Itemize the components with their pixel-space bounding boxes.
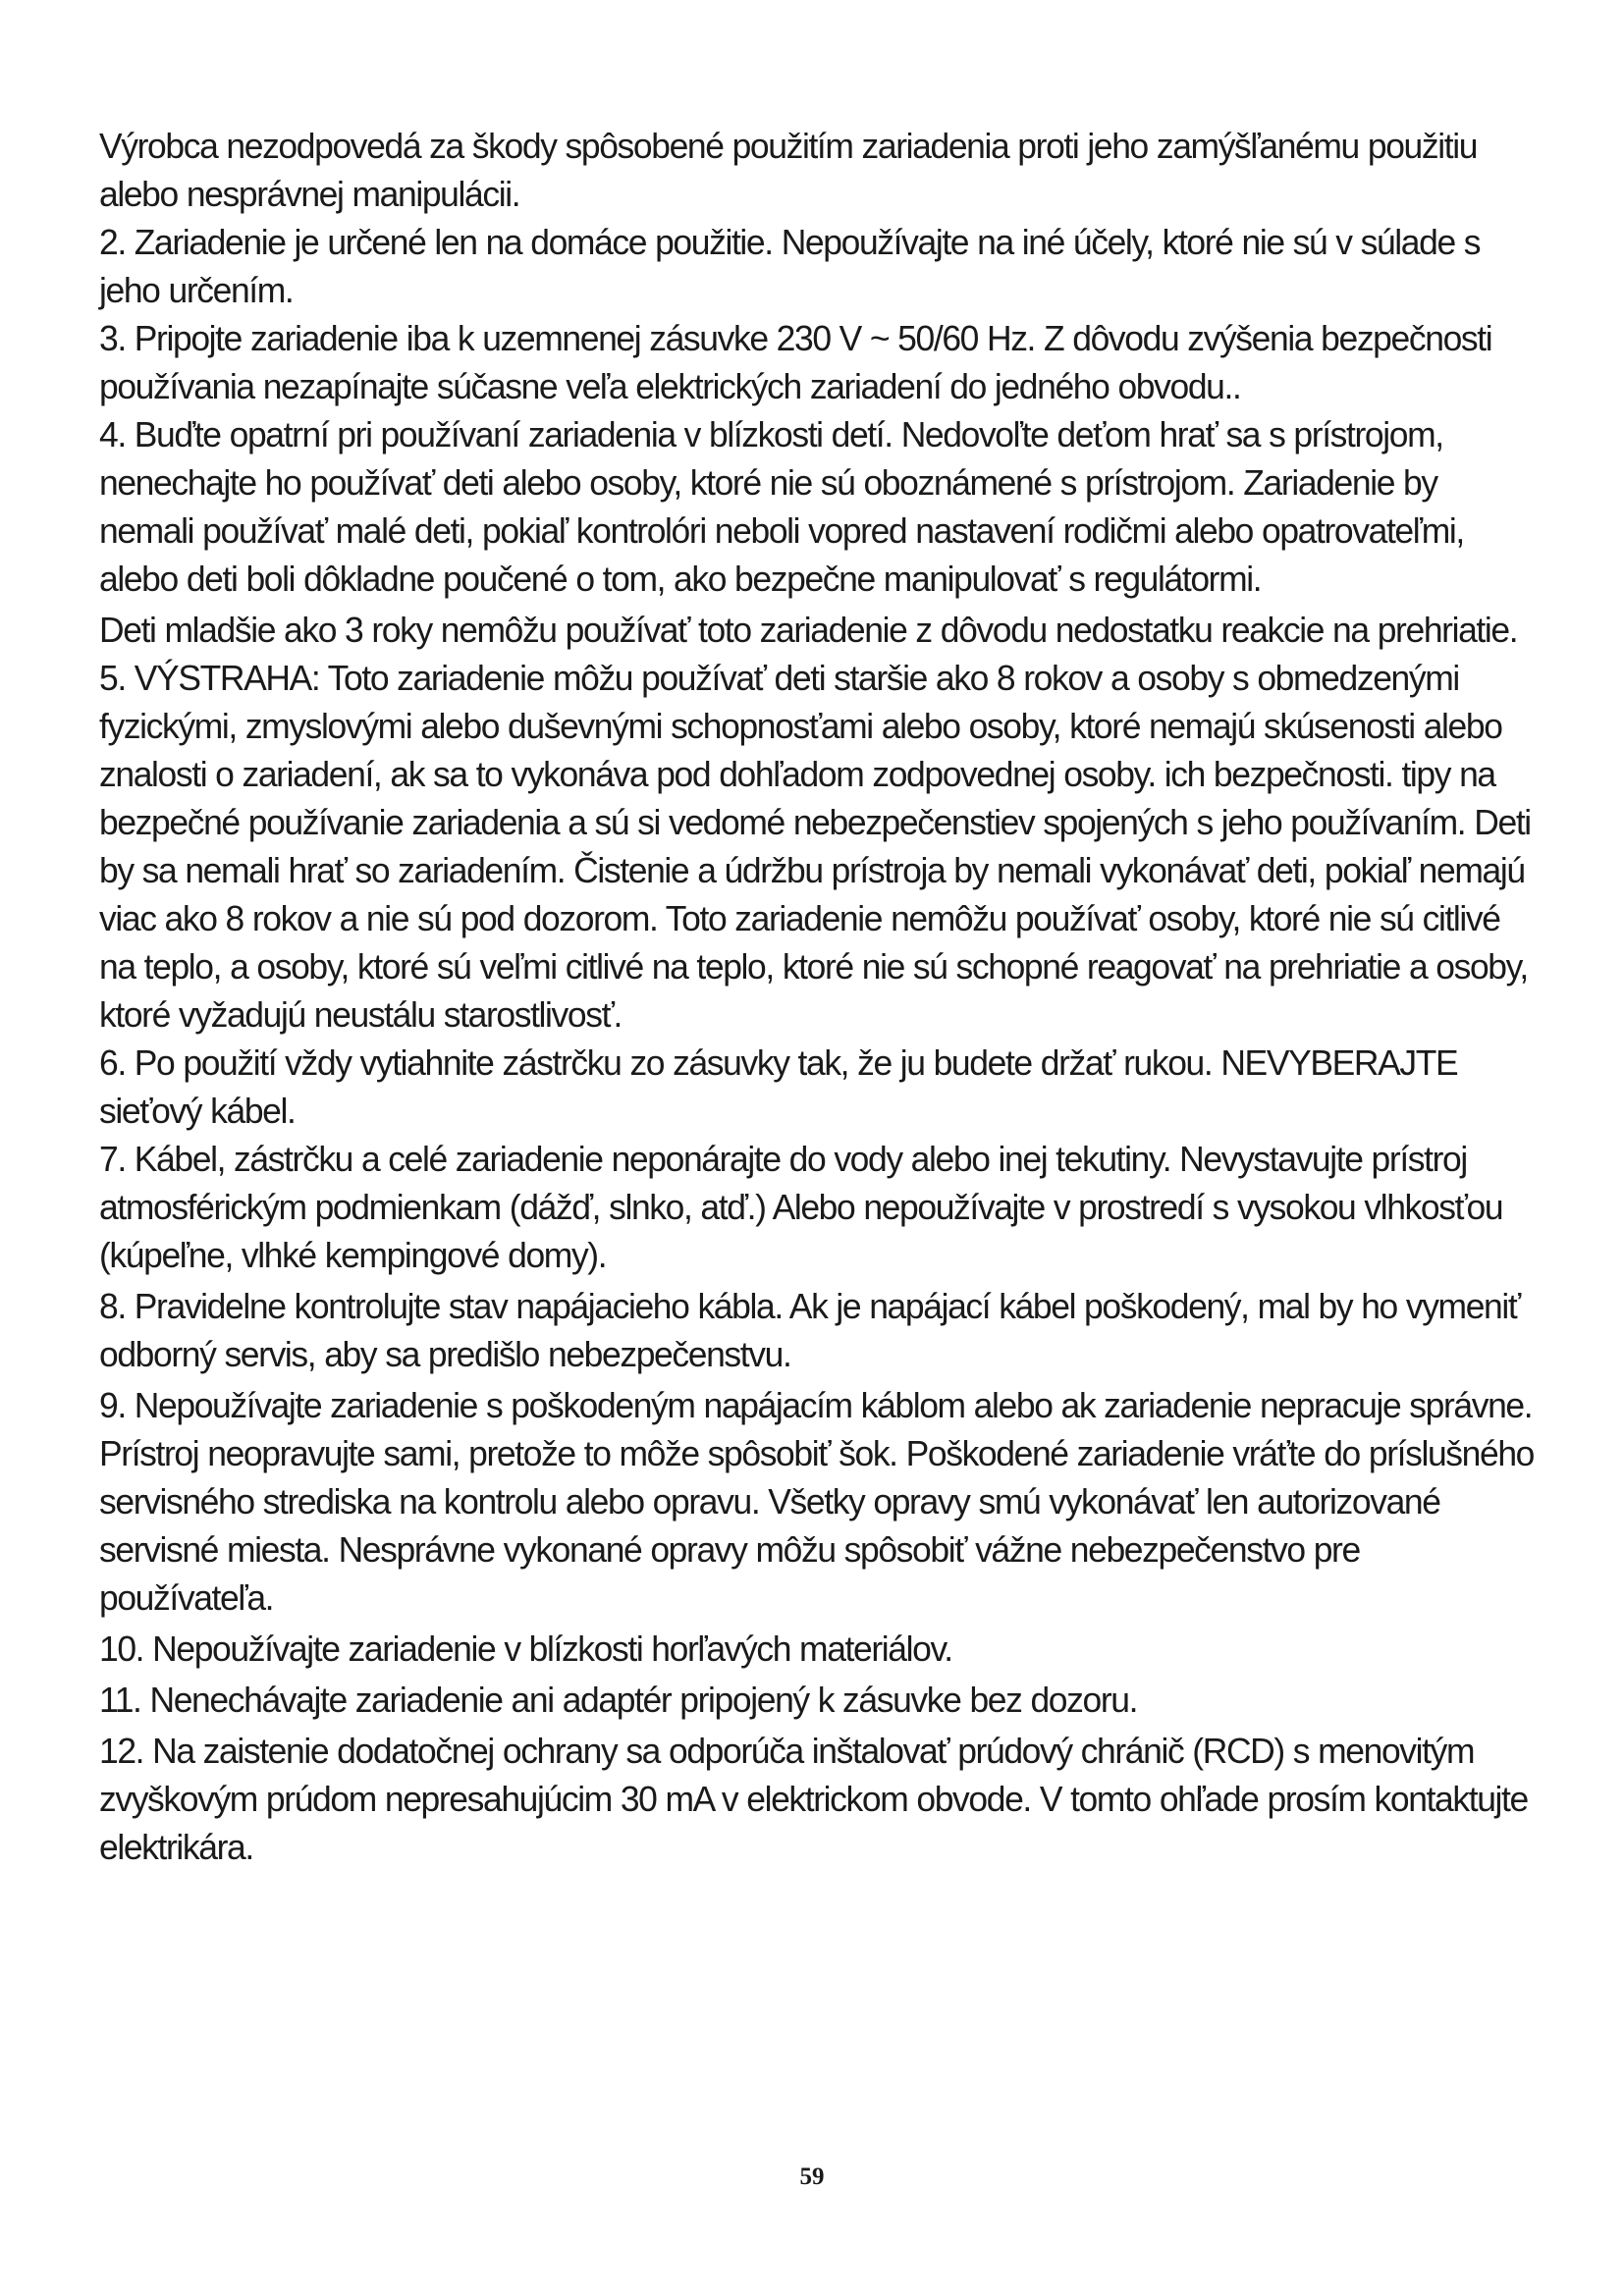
paragraph-manufacturer-liability: Výrobca nezodpovedá za škody spôsobené použitím zariadenia proti jeho zamýšľanému použitiu alebo nesprávnej manipulácii. <box>99 126 1478 214</box>
paragraph-item-2: 2. Zariadenie je určené len na domáce použitie. Nepoužívajte na iné účely, ktoré nie sú v súlade s jeho určením. <box>99 222 1481 310</box>
paragraph-item-10: 10. Nepoužívajte zariadenie v blízkosti horľavých materiálov. <box>99 1629 952 1669</box>
paragraph-item-4: 4. Buďte opatrní pri používaní zariadenia v blízkosti detí. Nedovoľte deťom hrať sa s prístrojom, nenechajte ho používať deti alebo osoby, ktoré nie sú oboznámené s prístrojom. Zariadenie by nemali používať malé deti, pokiaľ kontrolóri neboli vopred nastavení rodičmi alebo opatrovateľmi, alebo deti boli dôkladne poučené o tom, ako bezpečne manipulovať s regulátormi. <box>99 414 1464 599</box>
paragraph-item-5-warning: 5. VÝSTRAHA: Toto zariadenie môžu používať deti staršie ako 8 rokov a osoby s obmedzenými fyzickými, zmyslovými alebo duševnými schopnosťami alebo osoby, ktoré nemajú skúsenosti alebo znalosti o zariadení, ak sa to vykonáva pod dohľadom zodpovednej osoby. ich bezpečnosti. tipy na bezpečné používanie zariadenia a sú si vedomé nebezpečenstiev spojených s jeho používaním. Deti by sa nemali hrať so zariadením. Čistenie a údržbu prístroja by nemali vykonávať deti, pokiaľ nemajú viac ako 8 rokov a nie sú pod dozorom. Toto zariadenie nemôžu používať osoby, ktoré nie sú citlivé na teplo, a osoby, ktoré sú veľmi citlivé na teplo, ktoré nie sú schopné reagovať na prehriatie a osoby, ktoré vyžadujú neustálu starostlivosť. <box>99 658 1531 1035</box>
paragraph-children-under-3: Deti mladšie ako 3 roky nemôžu používať toto zariadenie z dôvodu nedostatku reakcie na prehriatie. <box>99 610 1518 650</box>
document-body <box>99 122 1572 1871</box>
paragraph-item-9: 9. Nepoužívajte zariadenie s poškodeným napájacím káblom alebo ak zariadenie nepracuje správne. Prístroj neopravujte sami, pretože to môže spôsobiť šok. Poškodené zariadenie vráťte do príslušného servisného strediska na kontrolu alebo opravu. Všetky opravy smú vykonávať len autorizované servisné miesta. Nesprávne vykonané opravy môžu spôsobiť vážne nebezpečenstvo pre používateľa. <box>99 1385 1535 1618</box>
paragraph-item-3: 3. Pripojte zariadenie iba k uzemnenej zásuvke 230 V ~ 50/60 Hz. Z dôvodu zvýšenia bezpečnosti používania nezapínajte súčasne veľa elektrických zariadení do jedného obvodu.. <box>99 318 1492 406</box>
paragraph-item-11: 11. Nenechávajte zariadenie ani adaptér pripojený k zásuvke bez dozoru. <box>99 1680 1138 1720</box>
paragraph-item-8: 8. Pravidelne kontrolujte stav napájacieho kábla. Ak je napájací kábel poškodený, mal by ho vymeniť odborný servis, aby sa predišlo nebezpečenstvu. <box>99 1286 1520 1374</box>
paragraph-item-12: 12. Na zaistenie dodatočnej ochrany sa odporúča inštalovať prúdový chránič (RCD) s menovitým zvyškovým prúdom nepresahujúcim 30 mA v elektrickom obvode. V tomto ohľade prosím kontaktujte elektrikára. <box>99 1731 1528 1867</box>
page-number: 59 <box>799 2163 825 2190</box>
paragraph-item-6: 6. Po použití vždy vytiahnite zástrčku zo zásuvky tak, že ju budete držať rukou. NEVYBERAJTE sieťový kábel. <box>99 1042 1458 1131</box>
paragraph-item-7: 7. Kábel, zástrčku a celé zariadenie neponárajte do vody alebo inej tekutiny. Nevystavujte prístroj atmosférickým podmienkam (dážď, slnko, atď.) Alebo nepoužívajte v prostredí s vysokou vlhkosťou (kúpeľne, vlhké kempingové domy). <box>99 1139 1503 1275</box>
